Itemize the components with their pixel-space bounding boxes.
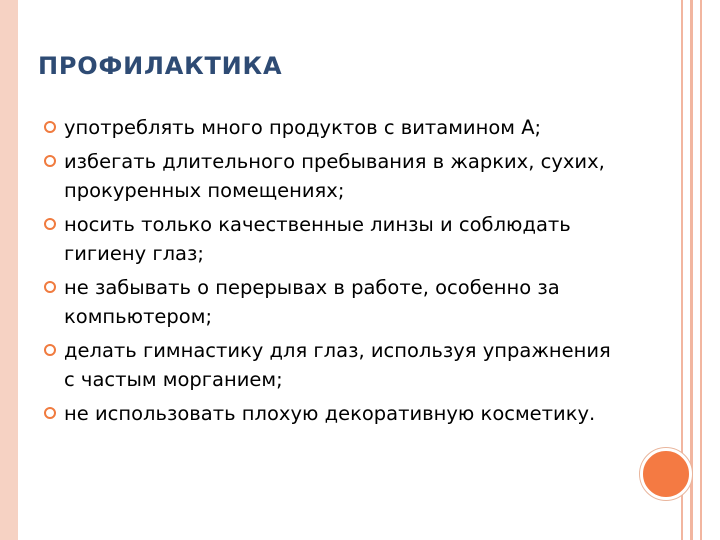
bullet-icon — [44, 218, 56, 230]
left-decorative-border — [0, 0, 18, 540]
bullet-icon — [44, 155, 56, 167]
bullet-text: не использовать плохую декоративную косметику. — [64, 402, 596, 425]
bullet-text: употреблять много продуктов с витамином А; — [64, 116, 542, 139]
bullet-text: не забывать о перерывах в работе, особенно за компьютером; — [64, 276, 560, 328]
bullet-icon — [44, 281, 56, 293]
bullet-icon — [44, 121, 56, 133]
bullet-item — [42, 336, 612, 394]
bullet-item — [42, 113, 612, 142]
slide-title: ПРОФИЛАКТИКА — [38, 52, 283, 80]
bullet-text: носить только качественные линзы и соблюдать гигиену глаз; — [64, 213, 571, 265]
bullet-icon — [44, 344, 56, 356]
bullet-item — [42, 210, 612, 268]
bullet-item — [42, 273, 612, 331]
bullet-item — [42, 399, 612, 428]
orange-circle-decoration — [640, 448, 692, 500]
bullet-text: избегать длительного пребывания в жарких, сухих, прокуренных помещениях; — [64, 150, 605, 202]
bullet-list — [42, 113, 612, 433]
bullet-icon — [44, 407, 56, 419]
bullet-item — [42, 147, 612, 205]
bullet-text: делать гимнастику для глаз, используя упражнения с частым морганием; — [64, 339, 611, 391]
